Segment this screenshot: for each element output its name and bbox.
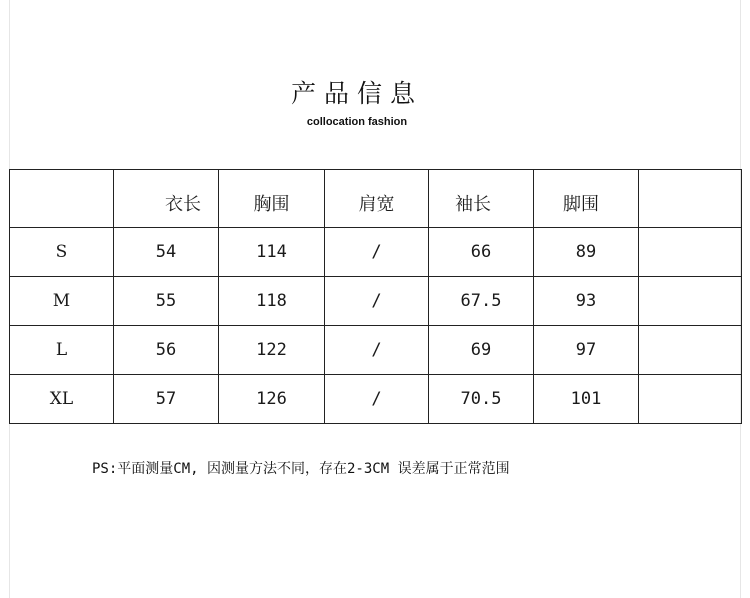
hem-cell: 101 bbox=[534, 375, 639, 424]
chest-cell: 114 bbox=[219, 228, 325, 277]
length-cell: 54 bbox=[114, 228, 219, 277]
shoulder-cell: / bbox=[325, 375, 429, 424]
header-hem: 脚围 bbox=[563, 193, 599, 215]
table-row bbox=[10, 228, 742, 277]
length-cell: 55 bbox=[114, 277, 219, 326]
table-row bbox=[10, 375, 742, 424]
size-table bbox=[9, 169, 742, 424]
chest-cell: 122 bbox=[219, 326, 325, 375]
length-cell: 56 bbox=[114, 326, 219, 375]
chest-cell: 126 bbox=[219, 375, 325, 424]
table-header-row bbox=[10, 170, 742, 228]
header-cell bbox=[534, 170, 639, 228]
extra-cell bbox=[639, 375, 742, 424]
sleeve-cell: 66 bbox=[429, 228, 534, 277]
size-cell: L bbox=[10, 326, 114, 375]
hem-cell: 97 bbox=[534, 326, 639, 375]
header-sleeve: 袖长 bbox=[455, 193, 491, 215]
sleeve-cell: 69 bbox=[429, 326, 534, 375]
extra-cell bbox=[639, 326, 742, 375]
sleeve-cell: 67.5 bbox=[429, 277, 534, 326]
chest-cell: 118 bbox=[219, 277, 325, 326]
header-shoulder: 肩宽 bbox=[358, 193, 395, 215]
hem-cell: 93 bbox=[534, 277, 639, 326]
extra-cell bbox=[639, 228, 742, 277]
sleeve-cell: 70.5 bbox=[429, 375, 534, 424]
size-cell: XL bbox=[10, 375, 114, 424]
size-cell: M bbox=[10, 277, 114, 326]
header-size-cell bbox=[10, 170, 114, 228]
length-cell: 57 bbox=[114, 375, 219, 424]
page-subtitle: collocation fashion bbox=[306, 116, 408, 128]
table-row bbox=[10, 277, 742, 326]
extra-cell bbox=[639, 277, 742, 326]
page-title: 产品信息 bbox=[290, 79, 423, 108]
header-chest: 胸围 bbox=[253, 193, 290, 215]
header-cell bbox=[219, 170, 325, 228]
hem-cell: 89 bbox=[534, 228, 639, 277]
size-cell: S bbox=[10, 228, 114, 277]
measurement-note: PS:平面测量CM, 因测量方法不同，存在2-3CM 误差属于正常范围 bbox=[92, 461, 510, 477]
header-length: 衣长 bbox=[165, 193, 201, 215]
header-cell bbox=[429, 170, 534, 228]
top-blank-band bbox=[0, 0, 750, 65]
shoulder-cell: / bbox=[325, 277, 429, 326]
shoulder-cell: / bbox=[325, 228, 429, 277]
header-extra-cell bbox=[639, 170, 742, 228]
table-row bbox=[10, 326, 742, 375]
header-cell bbox=[114, 170, 219, 228]
shoulder-cell: / bbox=[325, 326, 429, 375]
